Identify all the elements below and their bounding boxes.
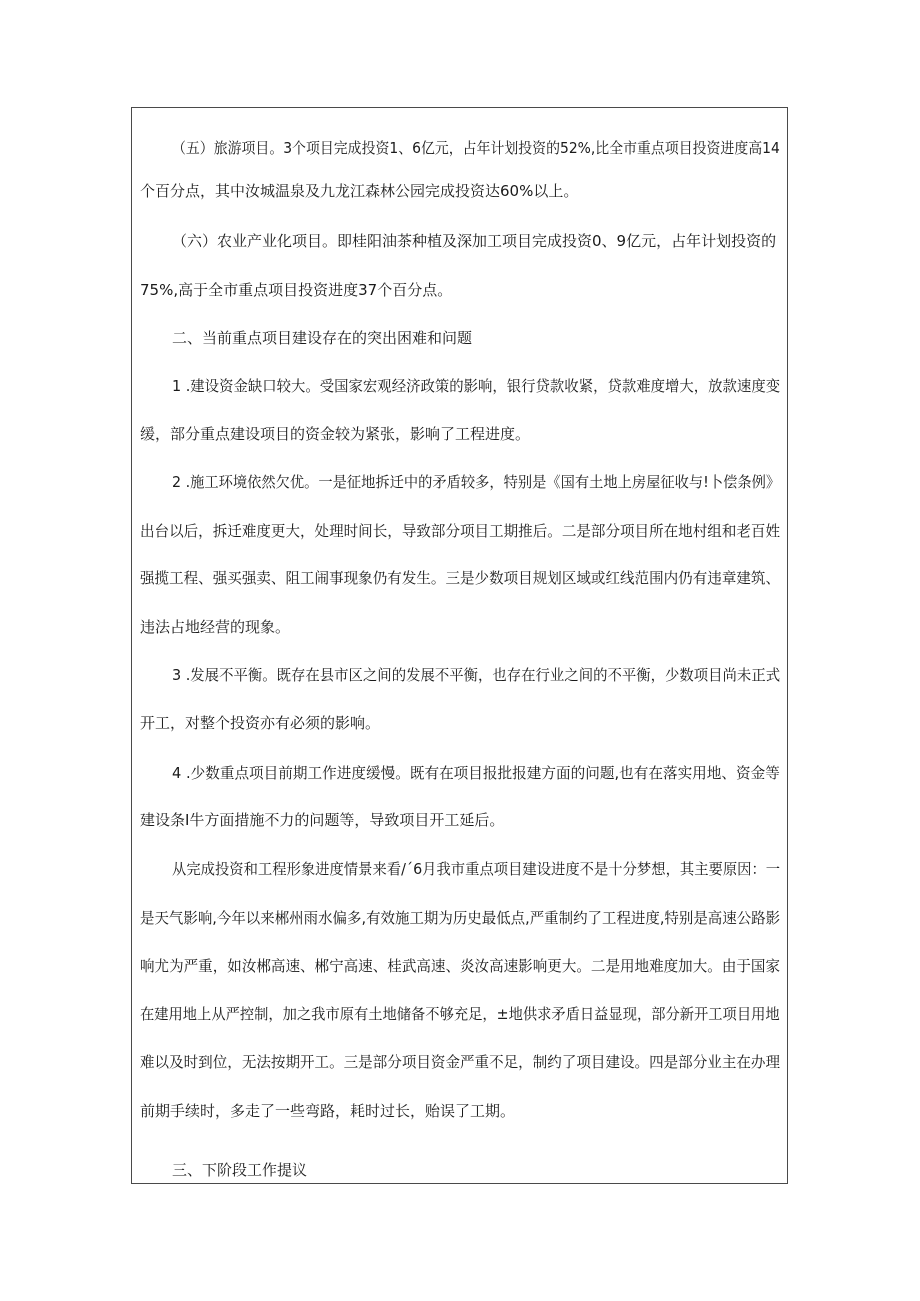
paragraph-line: 开工，对整个投资亦有必须的影响。 xyxy=(140,714,381,732)
paragraph-line: 强揽工程、强买强卖、阻工闹事现象仍有发生。三是少数项目规划区域或红线范围内仍有违章建筑、 xyxy=(140,569,781,587)
paragraph-line: 2 .施工环境依然欠优。一是征地拆迁中的矛盾较多，特别是《国有土地上房屋征收与!卜偿条例》 xyxy=(172,473,781,491)
paragraph-line: （六）农业产业化项目。即桂阳油茶种植及深加工项目完成投资0、9亿元，占年计划投资的 xyxy=(172,232,777,250)
paragraph-line: 出台以后，拆迁难度更大，处理时间长，导致部分项目工期推后。二是部分项目所在地村组和老百姓 xyxy=(140,522,781,540)
document-frame xyxy=(131,107,788,1184)
paragraph-line: 三、下阶段工作提议 xyxy=(172,1161,308,1179)
paragraph-line: （五）旅游项目。3个项目完成投资1、6亿元，占年计划投资的52%,比全市重点项目投资进度高14 xyxy=(172,139,780,157)
paragraph-line: 前期手续时，多走了一些弯路，耗时过长，贻误了工期。 xyxy=(140,1102,516,1120)
paragraph-line: 从完成投资和工程形象进度情景来看/´6月我市重点项目建设进度不是十分梦想，其主要原因：一 xyxy=(172,860,781,878)
paragraph-line: 建设条I牛方面措施不力的问题等，导致项目开工延后。 xyxy=(140,811,505,829)
paragraph-line: 在建用地上从严控制，加之我市原有土地储备不够充足，±地供求矛盾日益显现，部分新开工项目用地 xyxy=(140,1005,780,1023)
paragraph-line: 1 .建设资金缺口较大。受国家宏观经济政策的影响，银行贷款收紧，贷款难度增大，放款速度变 xyxy=(172,377,781,395)
paragraph-line: 违法占地经营的现象。 xyxy=(140,618,291,636)
paragraph-line: 75%,高于全市重点项目投资进度37个百分点。 xyxy=(140,281,453,299)
paragraph-line: 是天气影响,今年以来郴州雨水偏多,有效施工期为历史最低点,严重制约了工程进度,特别是高速公路影 xyxy=(140,909,781,927)
paragraph-line: 难以及时到位，无法按期开工。三是部分项目资金严重不足，制约了项目建设。四是部分业主在办理 xyxy=(140,1053,781,1071)
paragraph-line: 二、当前重点项目建设存在的突出困难和问题 xyxy=(172,329,473,347)
paragraph-line: 4 .少数重点项目前期工作进度缓慢。既有在项目报批报建方面的问题,也有在落实用地、资金等 xyxy=(172,764,780,782)
paragraph-line: 个百分点，其中汝城温泉及九龙江森林公园完成投资达60%以上。 xyxy=(140,182,579,200)
paragraph-line: 3 .发展不平衡。既存在县市区之间的发展不平衡，也存在行业之间的不平衡，少数项目尚未正式 xyxy=(172,666,781,684)
paragraph-line: 响尤为严重，如汝郴高速、郴宁高速、桂武高速、炎汝高速影响更大。二是用地难度加大。由于国家 xyxy=(140,957,781,975)
paragraph-line: 缓，部分重点建设项目的资金较为紧张，影响了工程进度。 xyxy=(140,425,531,443)
